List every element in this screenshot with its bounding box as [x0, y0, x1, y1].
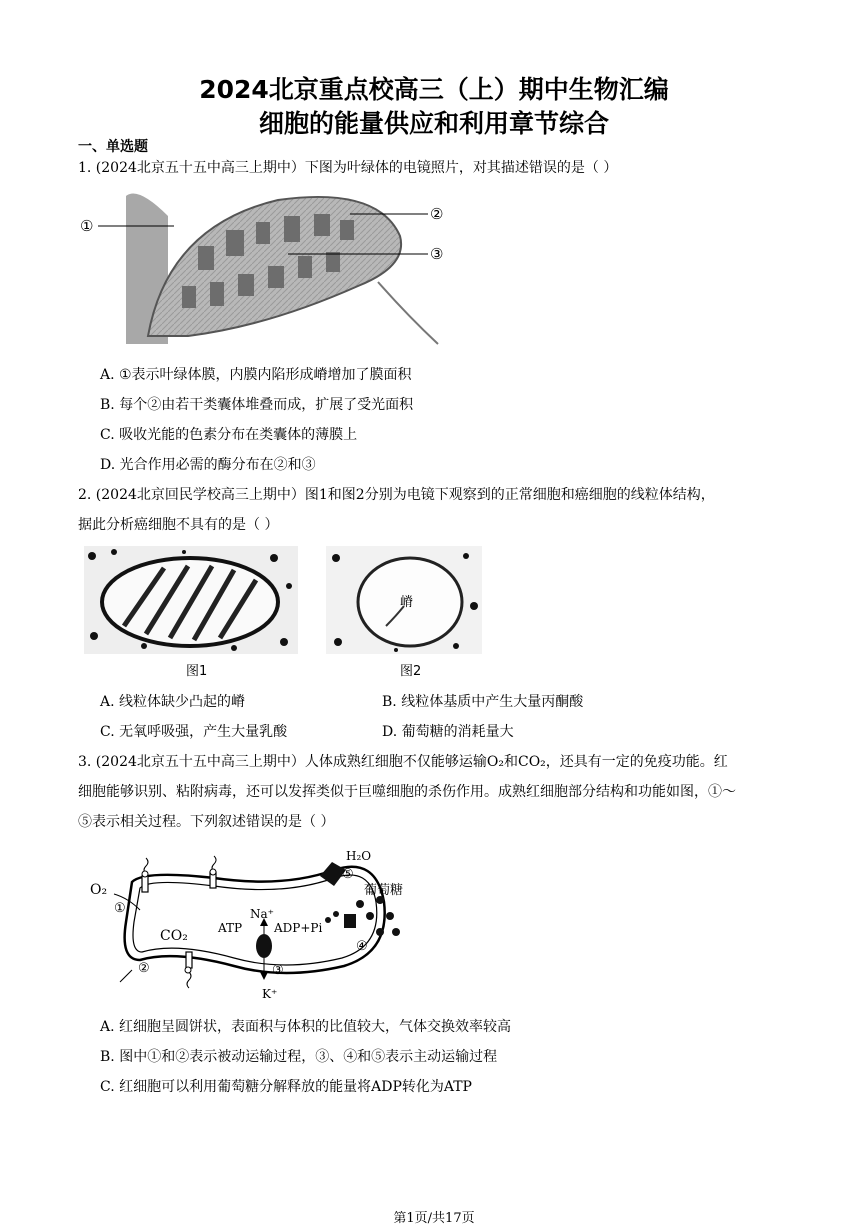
glucose-label: 葡萄糖: [364, 883, 404, 898]
na-label: Na⁺: [250, 907, 274, 921]
adp-label: ADP+Pi: [274, 921, 323, 935]
q2-option-a: A. 线粒体缺少凸起的嵴: [100, 694, 246, 710]
q3-option-b: B. 图中①和②表示被动运输过程，③、④和⑤表示主动运输过程: [100, 1049, 498, 1065]
process-3-label: ③: [272, 963, 284, 978]
process-5-label: ⑤: [342, 867, 354, 882]
q1-option-a: A. ①表示叶绿体膜，内膜内陷形成嵴增加了膜面积: [100, 367, 412, 383]
question-3-stem-line2: 细胞能够识别、粘附病毒，还可以发挥类似于巨噬细胞的杀伤作用。成熟红细胞部分结构和功能如图，①～: [78, 784, 736, 800]
q1-option-b: B. 每个②由若干类囊体堆叠而成，扩展了受光面积: [100, 397, 414, 413]
process-4-label: ④: [356, 939, 368, 954]
o2-label: O₂: [90, 882, 108, 898]
q2-option-d: D. 葡萄糖的消耗量大: [382, 724, 514, 740]
glucose-dots: [325, 896, 400, 936]
section-heading: 一、单选题: [78, 139, 148, 155]
process-1-label: ①: [114, 901, 126, 916]
h2o-label: H₂O: [346, 849, 372, 863]
label-2: ②: [430, 205, 444, 223]
mitochondrion-cancer-figure: [326, 546, 482, 654]
page-title: 2024北京重点校高三（上）期中生物汇编: [199, 75, 669, 104]
q1-option-c: C. 吸收光能的色素分布在类囊体的薄膜上: [100, 427, 358, 443]
chloroplast-micrograph: [78, 186, 458, 346]
q1-option-d: D. 光合作用必需的酶分布在②和③: [100, 457, 316, 473]
question-2-stem-line2: 据此分析癌细胞不具有的是（ ）: [78, 517, 279, 533]
question-1-stem: 1. (2024北京五十五中高三上期中）下图为叶绿体的电镜照片，对其描述错误的是（ ）: [78, 160, 618, 176]
page-footer: 第1页/共17页: [393, 1211, 475, 1226]
q2-option-c: C. 无氧呼吸强，产生大量乳酸: [100, 724, 288, 740]
question-3-stem-line3: ⑤表示相关过程。下列叙述错误的是（ ）: [78, 814, 335, 830]
co2-label: CO₂: [160, 928, 188, 944]
q3-option-a: A. 红细胞呈圆饼状，表面积与体积的比值较大，气体交换效率较高: [100, 1019, 512, 1035]
question-2-stem-line1: 2. (2024北京回民学校高三上期中）图1和图2分别为电镜下观察到的正常细胞和癌细胞的线粒体结构，: [78, 487, 715, 503]
ridge-label: 嵴: [400, 595, 414, 610]
figure-2-caption: 图2: [400, 664, 422, 679]
question-3-stem-line1: 3. (2024北京五十五中高三上期中）人体成熟红细胞不仅能够运输O₂和CO₂，还具有一定的免疫功能。红: [78, 754, 728, 770]
label-1: ①: [80, 217, 94, 235]
page-subtitle: 细胞的能量供应和利用章节综合: [258, 109, 609, 138]
red-blood-cell-diagram: [84, 842, 424, 1002]
k-label: K⁺: [262, 987, 278, 1001]
figure-1-caption: 图1: [186, 664, 208, 679]
label-3: ③: [430, 245, 444, 263]
process-2-label: ②: [138, 961, 150, 976]
membrane-proteins: [142, 872, 216, 968]
q3-option-c: C. 红细胞可以利用葡萄糖分解释放的能量将ADP转化为ATP: [100, 1079, 472, 1095]
atp-label: ATP: [218, 921, 243, 935]
sodium-potassium-pump: [256, 934, 272, 958]
q2-option-b: B. 线粒体基质中产生大量丙酮酸: [382, 694, 584, 710]
mitochondrion-normal-figure: [84, 546, 298, 654]
